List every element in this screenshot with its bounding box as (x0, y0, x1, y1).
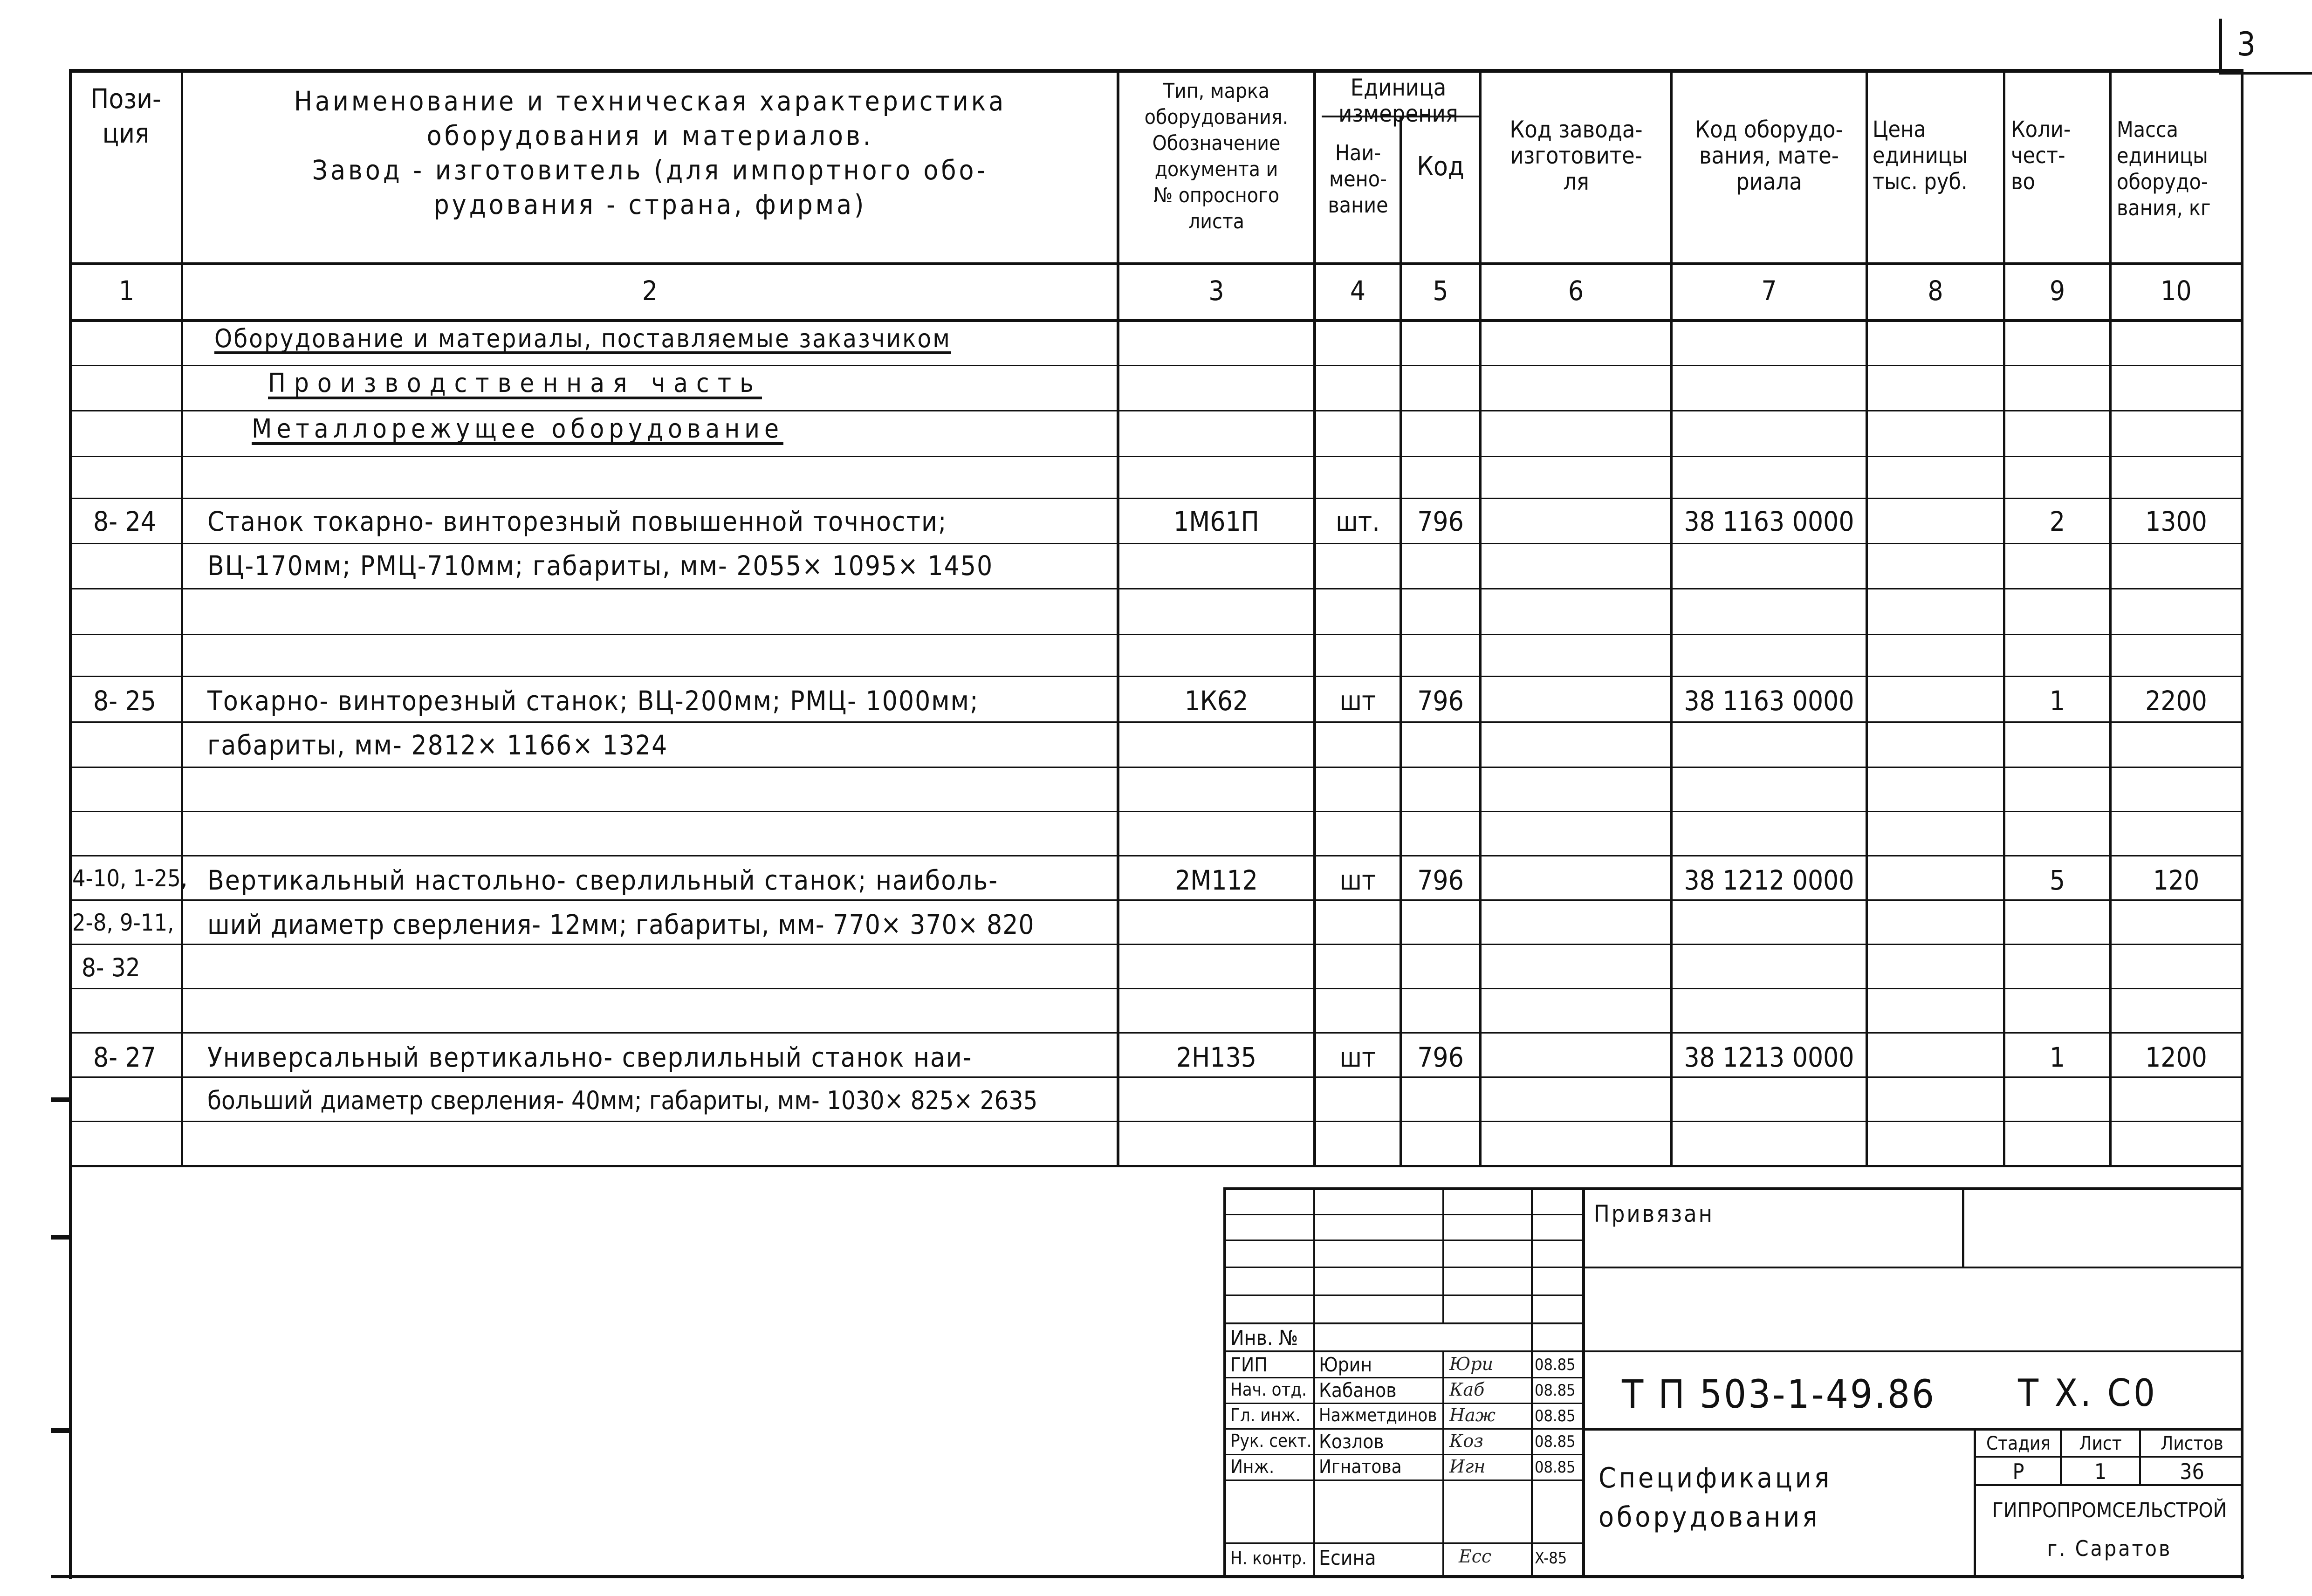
signatory-date: 08.85 (1535, 1407, 1576, 1425)
sheet-value: 1 (2094, 1459, 2107, 1484)
stage-value: Р (2012, 1459, 2024, 1484)
signature-scribble: Игн (1449, 1456, 1486, 1477)
column-number: 7 (1761, 275, 1777, 307)
column-number: 9 (2049, 275, 2065, 307)
row-type: 2М112 (1175, 864, 1258, 896)
signatory-role: Нач. отд. (1230, 1379, 1307, 1400)
row-mass: 1300 (2145, 506, 2207, 537)
row-position: 8- 27 (93, 1041, 156, 1073)
row-mass: 2200 (2145, 685, 2207, 717)
section-heading-production: Производственная часть (268, 368, 762, 398)
header-name: Наименование и техническая характеристика оборудования и материалов. Завод - изготовитель (для импортного обо- рудования - страна, фирма) (294, 85, 1007, 220)
row-position: 2-8, 9-11, (72, 909, 174, 936)
signatory-name: Юрин (1319, 1353, 1372, 1376)
signatory-date: 08.85 (1535, 1356, 1576, 1374)
signature-scribble: Есс (1459, 1546, 1492, 1567)
signatory-name: Козлов (1319, 1430, 1384, 1453)
row-type: 1М61П (1173, 506, 1259, 537)
signature-scribble: Юри (1449, 1354, 1494, 1374)
row-description-line: Универсальный вертикально- сверлильный станок наи- (207, 1041, 973, 1073)
column-number: 3 (1208, 275, 1224, 307)
signatory-role: Рук. сект. (1230, 1431, 1312, 1451)
row-description-line: Вертикальный настольно- сверлильный станок; наиболь- (207, 864, 999, 896)
header-equipment-code: Код оборудо- вания, мате- риала (1695, 116, 1843, 195)
row-position: 8- 25 (93, 685, 156, 717)
row-description-line: габариты, мм- 2812× 1166× 1324 (207, 729, 668, 761)
column-number: 2 (642, 275, 658, 307)
row-quantity: 5 (2049, 864, 2065, 896)
row-unit: шт (1339, 1041, 1376, 1073)
sheets-value: 36 (2180, 1459, 2204, 1484)
row-equipment-code: 38 1213 0000 (1684, 1041, 1854, 1073)
header-unit-group: Единица измерения (1338, 74, 1458, 127)
signatory-date: 08.85 (1535, 1432, 1576, 1451)
signatory-date: 08.85 (1535, 1381, 1576, 1400)
row-description-line: Токарно- винторезный станок; ВЦ-200мм; РМЦ- 1000мм; (207, 685, 979, 717)
row-description-line: больший диаметр сверления- 40мм; габариты, мм- 1030× 825× 2635 (207, 1086, 1038, 1115)
privyazan-label: Привязан (1594, 1200, 1715, 1227)
row-equipment-code: 38 1163 0000 (1684, 685, 1854, 717)
row-unit-code: 796 (1417, 506, 1464, 537)
header-unit-name: Наи- мено- вание (1328, 140, 1388, 218)
document-number: Т П 503-1-49.86 (1622, 1371, 1936, 1417)
stage-label: Стадия (1986, 1433, 2051, 1454)
sheets-label: Листов (2161, 1433, 2223, 1454)
signatory-name: Кабанов (1319, 1379, 1397, 1402)
column-number: 10 (2161, 275, 2192, 307)
section-heading-supplied-by-customer: Оборудование и материалы, поставляемые заказчиком (214, 324, 951, 353)
row-mass: 1200 (2145, 1041, 2207, 1073)
column-number: 1 (118, 275, 135, 307)
row-equipment-code: 38 1212 0000 (1684, 864, 1854, 896)
row-unit: шт (1339, 685, 1376, 717)
sheet-corner-number: 3 (2237, 25, 2256, 63)
column-number: 6 (1568, 275, 1584, 307)
row-quantity: 2 (2049, 506, 2065, 537)
row-unit: шт (1339, 864, 1376, 896)
signatory-role: Н. контр. (1230, 1548, 1307, 1569)
inventory-number-label: Инв. № (1230, 1326, 1298, 1350)
signatory-role: Гл. инж. (1230, 1405, 1301, 1425)
row-unit-code: 796 (1417, 685, 1464, 717)
header-mass: Масса единицы оборудо- вания, кг (2117, 117, 2211, 220)
row-mass: 120 (2153, 864, 2200, 896)
organization-name: ГИПРОПРОМСЕЛЬСТРОЙ (1992, 1499, 2227, 1522)
signatory-role: Инж. (1230, 1456, 1275, 1478)
column-number: 5 (1433, 275, 1448, 307)
row-type: 1К62 (1184, 685, 1249, 717)
row-quantity: 1 (2049, 685, 2065, 717)
document-title: Спецификация оборудования (1599, 1462, 1832, 1534)
column-number: 4 (1350, 275, 1366, 307)
signatory-name: Нажметдинов (1319, 1405, 1437, 1425)
row-unit: шт. (1336, 506, 1380, 537)
row-type: 2Н135 (1176, 1041, 1257, 1073)
signatory-role: ГИП (1230, 1353, 1268, 1376)
organization-city: г. Саратов (2047, 1536, 2172, 1561)
row-quantity: 1 (2049, 1041, 2065, 1073)
header-position: Пози- ция (90, 83, 161, 149)
document-code: Т Х. С0 (2018, 1371, 2158, 1415)
header-unit-code: Код (1417, 151, 1464, 182)
row-description-line: Станок токарно- винторезный повышенной точности; (207, 506, 947, 537)
sheet-label: Лист (2079, 1433, 2122, 1454)
row-equipment-code: 38 1163 0000 (1684, 506, 1854, 537)
signatory-name: Игнатова (1319, 1456, 1402, 1478)
signatory-name: Есина (1319, 1546, 1376, 1570)
row-position: 4-10, 1-25, (72, 865, 187, 892)
signature-scribble: Коз (1449, 1431, 1484, 1451)
row-position: 8- 24 (93, 506, 156, 537)
row-unit-code: 796 (1417, 864, 1464, 896)
row-description-line: ВЦ-170мм; РМЦ-710мм; габариты, мм- 2055× 1095× 1450 (207, 550, 994, 582)
header-price: Цена единицы тыс. руб. (1873, 116, 1968, 195)
row-description-line: ший диаметр сверления- 12мм; габариты, мм- 770× 370× 820 (207, 909, 1035, 940)
signature-scribble: Каб (1449, 1379, 1485, 1400)
header-type: Тип, марка оборудования. Обозначение документа и № опросного листа (1144, 79, 1289, 233)
signature-scribble: Наж (1449, 1405, 1496, 1425)
signatory-date: 08.85 (1535, 1458, 1576, 1477)
section-heading-metal-cutting: Металлорежущее оборудование (252, 414, 784, 444)
header-quantity: Коли- чест- во (2011, 116, 2071, 195)
row-position: 8- 32 (82, 953, 140, 982)
row-unit-code: 796 (1417, 1041, 1464, 1073)
column-number: 8 (1928, 275, 1943, 307)
signatory-date: X-85 (1535, 1549, 1567, 1568)
header-factory-code: Код завода- изготовите- ля (1509, 116, 1643, 195)
